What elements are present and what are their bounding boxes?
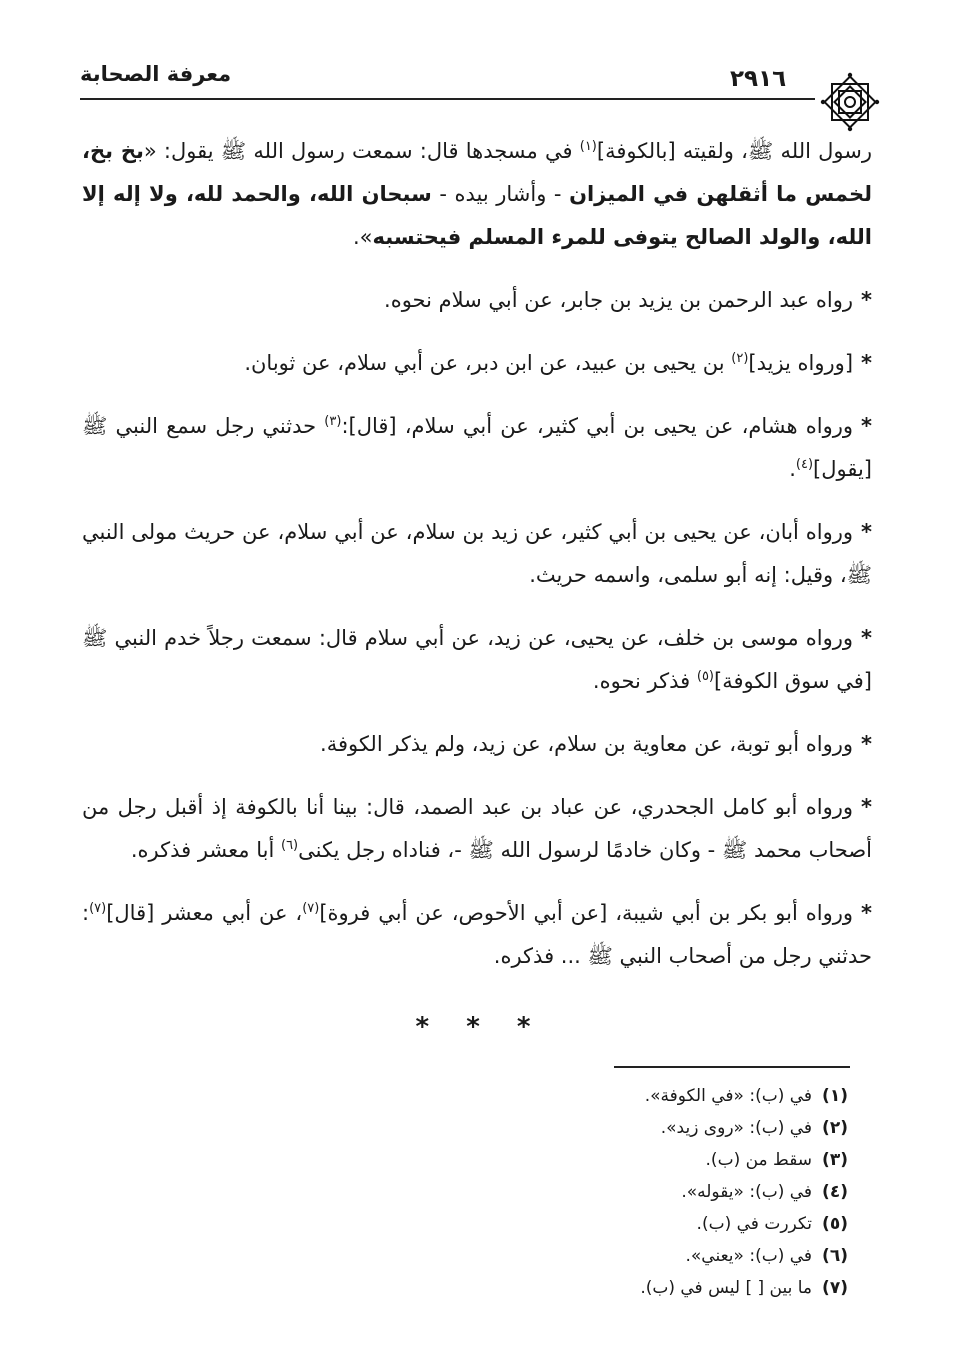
section-separator: * * * bbox=[415, 1012, 545, 1042]
text-segment: بن يحيى بن عبيد، عن ابن دبر، عن أبي سلام، عن ثوبان. bbox=[244, 351, 732, 375]
asterisk-marker: * bbox=[861, 414, 872, 438]
footnote-item bbox=[500, 1272, 848, 1304]
footnote-text: تكررت في (ب). bbox=[696, 1214, 813, 1234]
footnote-item bbox=[500, 1208, 848, 1240]
footnote-reference: (٢) bbox=[731, 351, 749, 366]
paragraph bbox=[82, 617, 872, 703]
main-text bbox=[82, 130, 872, 998]
asterisk-marker: * bbox=[861, 520, 872, 544]
text-segment: فذكر نحوه. bbox=[592, 669, 697, 693]
footnote-reference: (٧) bbox=[89, 901, 107, 916]
asterisk-marker: * bbox=[861, 351, 872, 375]
footnote-item bbox=[500, 1144, 848, 1176]
paragraph bbox=[82, 342, 872, 385]
footnote-item bbox=[500, 1240, 848, 1272]
paragraph bbox=[82, 892, 872, 978]
page-header bbox=[80, 58, 880, 108]
footnote-item bbox=[500, 1080, 848, 1112]
text-segment: ورواه أبو بكر بن أبي شيبة، [عن أبي الأحوص، عن أبي فروة] bbox=[319, 901, 854, 925]
footnote-text: سقط من (ب). bbox=[705, 1150, 813, 1170]
footnote-rule bbox=[614, 1066, 850, 1068]
paragraph bbox=[82, 279, 872, 322]
text-segment: ، عن أبي معشر [قال] bbox=[106, 901, 303, 925]
text-segment: ». bbox=[353, 225, 373, 249]
text-segment: حدثني رجل سمع النبي ﷺ [يقول] bbox=[82, 414, 872, 481]
asterisk-marker: * bbox=[861, 901, 872, 925]
text-segment: - وأشار بيده - bbox=[431, 182, 570, 206]
footnote-number: (٣) bbox=[822, 1150, 848, 1170]
footnote-item bbox=[500, 1176, 848, 1208]
footnote-reference: (٦) bbox=[280, 838, 299, 853]
paragraph bbox=[82, 130, 872, 259]
text-segment: ورواه أبو توبة، عن معاوية بن سلام، عن زيد، ولم يذكر الكوفة. bbox=[320, 732, 854, 756]
footnote-text: في (ب): «يعني». bbox=[685, 1246, 813, 1266]
asterisk-marker: * bbox=[861, 795, 872, 819]
footnote-number: (٥) bbox=[822, 1214, 848, 1234]
text-segment: رسول الله ﷺ، ولقيته [بالكوفة] bbox=[596, 139, 872, 163]
footnote-reference: (٧) bbox=[302, 901, 320, 916]
page-number: ٢٩١٦ bbox=[730, 66, 787, 92]
footnote-text: ما بين [ ] ليس في (ب). bbox=[640, 1278, 813, 1298]
footnote-number: (١) bbox=[822, 1086, 848, 1106]
footnote-reference: (٥) bbox=[696, 669, 714, 684]
footnote-item bbox=[500, 1112, 848, 1144]
paragraph bbox=[82, 511, 872, 597]
text-segment: ورواه أبو كامل الجحدري، عن عباد بن عبد الصمد، قال: بينا أنا بالكوفة إذ أقبل رجل من أصحاب محمد ﷺ - وكان خادمًا لرسول الله ﷺ -، فناداه رجل يكنى bbox=[82, 795, 872, 862]
text-segment: رواه عبد الرحمن بن يزيد بن جابر، عن أبي سلام نحوه. bbox=[384, 288, 854, 312]
footnote-number: (٢) bbox=[822, 1118, 848, 1138]
text-segment: . bbox=[789, 457, 796, 481]
text-segment: ورواه أبان، عن يحيى بن أبي كثير، عن زيد بن سلام، عن أبي سلام، عن حريث مولى النبي ﷺ، وقيل: إنه أبو سلمى، واسمه حريث. bbox=[82, 520, 872, 587]
text-segment: [ورواه يزيد] bbox=[748, 351, 854, 375]
footnote-number: (٦) bbox=[822, 1246, 848, 1266]
footnote-reference: (٤) bbox=[795, 457, 814, 472]
hadith-text: بخ بخ، لخمس ما أثقلهن في الميزان bbox=[82, 139, 872, 206]
text-segment: في مسجدها قال: سمعت رسول الله ﷺ يقول: « bbox=[143, 139, 580, 163]
footnote-text: في (ب): «يقوله». bbox=[681, 1182, 813, 1202]
footnote-text: في (ب): «في الكوفة». bbox=[644, 1086, 813, 1106]
hadith-text: سبحان الله، والحمد لله، ولا إله إلا الله، والولد الصالح يتوفى للمرء المسلم فيحتسبه bbox=[82, 182, 872, 249]
text-segment: ورواه موسى بن خلف، عن يحيى، عن زيد، عن أبي سلام قال: سمعت رجلاً خدم النبي ﷺ [في سوق الكوفة] bbox=[82, 626, 872, 693]
footnotes bbox=[500, 1080, 848, 1304]
asterisk-marker: * bbox=[861, 288, 872, 312]
paragraph bbox=[82, 786, 872, 872]
footnote-number: (٤) bbox=[822, 1182, 848, 1202]
paragraph bbox=[82, 723, 872, 766]
footnote-reference: (١) bbox=[579, 139, 597, 154]
footnote-number: (٧) bbox=[822, 1278, 848, 1298]
asterisk-marker: * bbox=[861, 626, 872, 650]
octagonal-star-ornament-icon bbox=[820, 72, 880, 132]
footnote-reference: (٣) bbox=[324, 414, 342, 429]
text-segment: أبا معشر فذكره. bbox=[130, 838, 281, 862]
header-rule bbox=[80, 98, 815, 100]
asterisk-marker: * bbox=[861, 732, 872, 756]
footnote-text: في (ب): «روى زيد». bbox=[660, 1118, 813, 1138]
paragraph bbox=[82, 405, 872, 491]
text-segment: ورواه هشام، عن يحيى بن أبي كثير، عن أبي سلام، [قال]: bbox=[341, 414, 854, 438]
book-title: معرفة الصحابة bbox=[80, 62, 232, 86]
text-segment: : حدثني رجل من أصحاب النبي ﷺ ... فذكره. bbox=[82, 901, 872, 968]
